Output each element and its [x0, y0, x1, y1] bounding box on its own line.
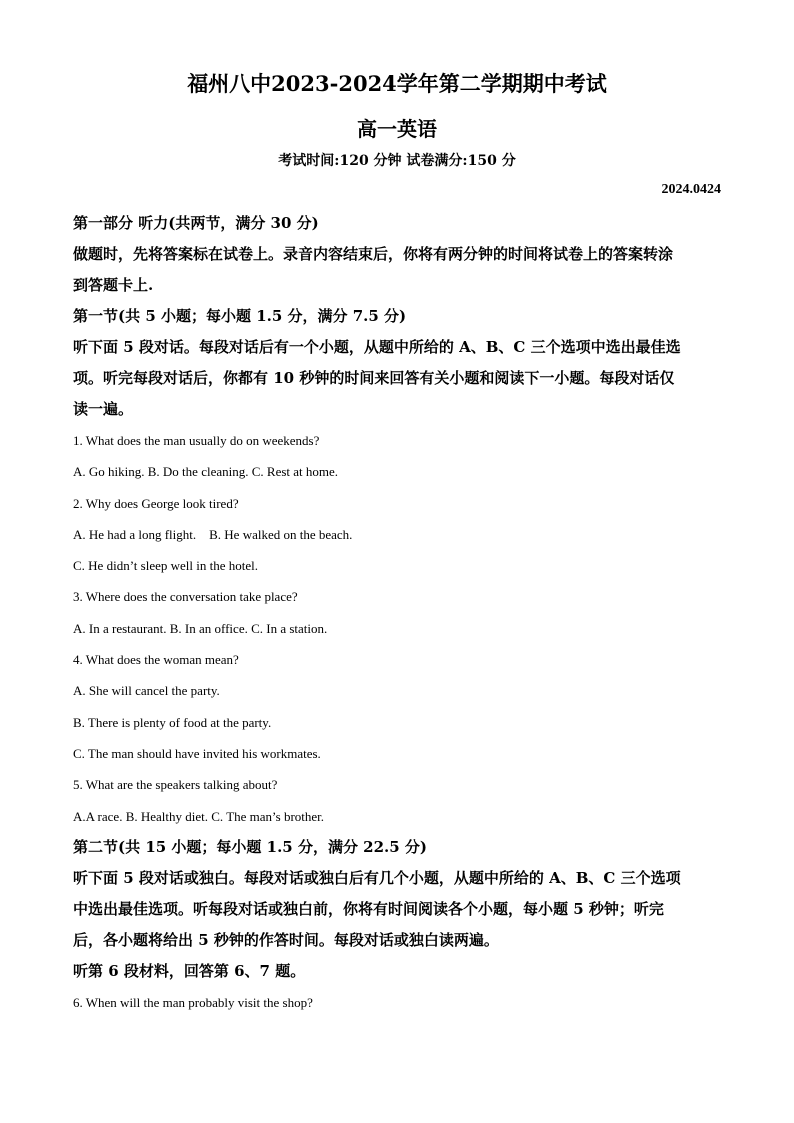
section1-instruction-line: 项。听完每段对话后，你都有 10 秒钟的时间来回答有关小题和阅读下一小题。每段对话仅 [73, 369, 675, 387]
question-6: 6. When will the man probably visit the shop? [73, 994, 313, 1010]
section1-heading: 第一节(共 5 小题；每小题 1.5 分，满分 7.5 分) [73, 307, 407, 325]
exam-meta: 考试时间:120 分钟 试卷满分:150 分 [278, 153, 516, 169]
section2-instruction-line: 中选出最佳选项。听每段对话或独白前，你将有时间阅读各个小题，每小题 5 秒钟；听完 [73, 899, 664, 918]
question-2: 2. Why does George look tired? [73, 495, 239, 511]
question-2-options: A. He had a long flight. B. He walked on the beach. [73, 526, 353, 542]
part1-instruction-line: 到答题卡上. [73, 276, 154, 294]
part1-heading: 第一部分 听力(共两节，满分 30 分) [73, 214, 319, 232]
question-4-option-a: A. She will cancel the party. [73, 683, 220, 699]
exam-title: 福州八中2023-2024学年第二学期期中考试 [187, 71, 607, 96]
question-1-options: A. Go hiking. B. Do the cleaning. C. Rest at home. [73, 464, 339, 480]
exam-date: 2024.0424 [661, 182, 721, 197]
exam-body [73, 208, 721, 1018]
question-1: 1. What does the man usually do on weekends? [73, 433, 320, 448]
question-2-option-c: C. He didn’t sleep well in the hotel. [73, 558, 258, 574]
exam-subject: 高一英语 [357, 117, 437, 141]
question-4-option-b: B. There is plenty of food at the party. [73, 714, 272, 730]
section1-instruction-line: 读一遍。 [73, 400, 134, 418]
section2-instruction-line: 后，各小题将给出 5 秒钟的作答时间。每段对话或独白读两遍。 [73, 930, 499, 949]
material-6-heading: 听第 6 段材料，回答第 6、7 题。 [73, 961, 306, 980]
question-3-options: A. In a restaurant. B. In an office. C. In a station. [73, 620, 328, 636]
part1-instruction-line: 做题时，先将答案标在试卷上。录音内容结束后，你将有两分钟的时间将试卷上的答案转涂 [73, 245, 674, 263]
question-5: 5. What are the speakers talking about? [73, 777, 278, 793]
question-5-options: A.A race. B. Healthy diet. C. The man’s brother. [73, 808, 325, 824]
question-3: 3. Where does the conversation take place? [73, 589, 298, 605]
section1-instruction-line: 听下面 5 段对话。每段对话后有一个小题，从题中所给的 A、B、C 三个选项中选出最佳选 [73, 338, 681, 356]
section2-heading: 第二节(共 15 小题；每小题 1.5 分，满分 22.5 分) [73, 837, 428, 856]
question-4: 4. What does the woman mean? [73, 652, 239, 668]
question-4-option-c: C. The man should have invited his workmates. [73, 745, 321, 761]
section2-instruction-line: 听下面 5 段对话或独白。每段对话或独白后有几个小题，从题中所给的 A、B、C 三个选项 [73, 868, 681, 887]
